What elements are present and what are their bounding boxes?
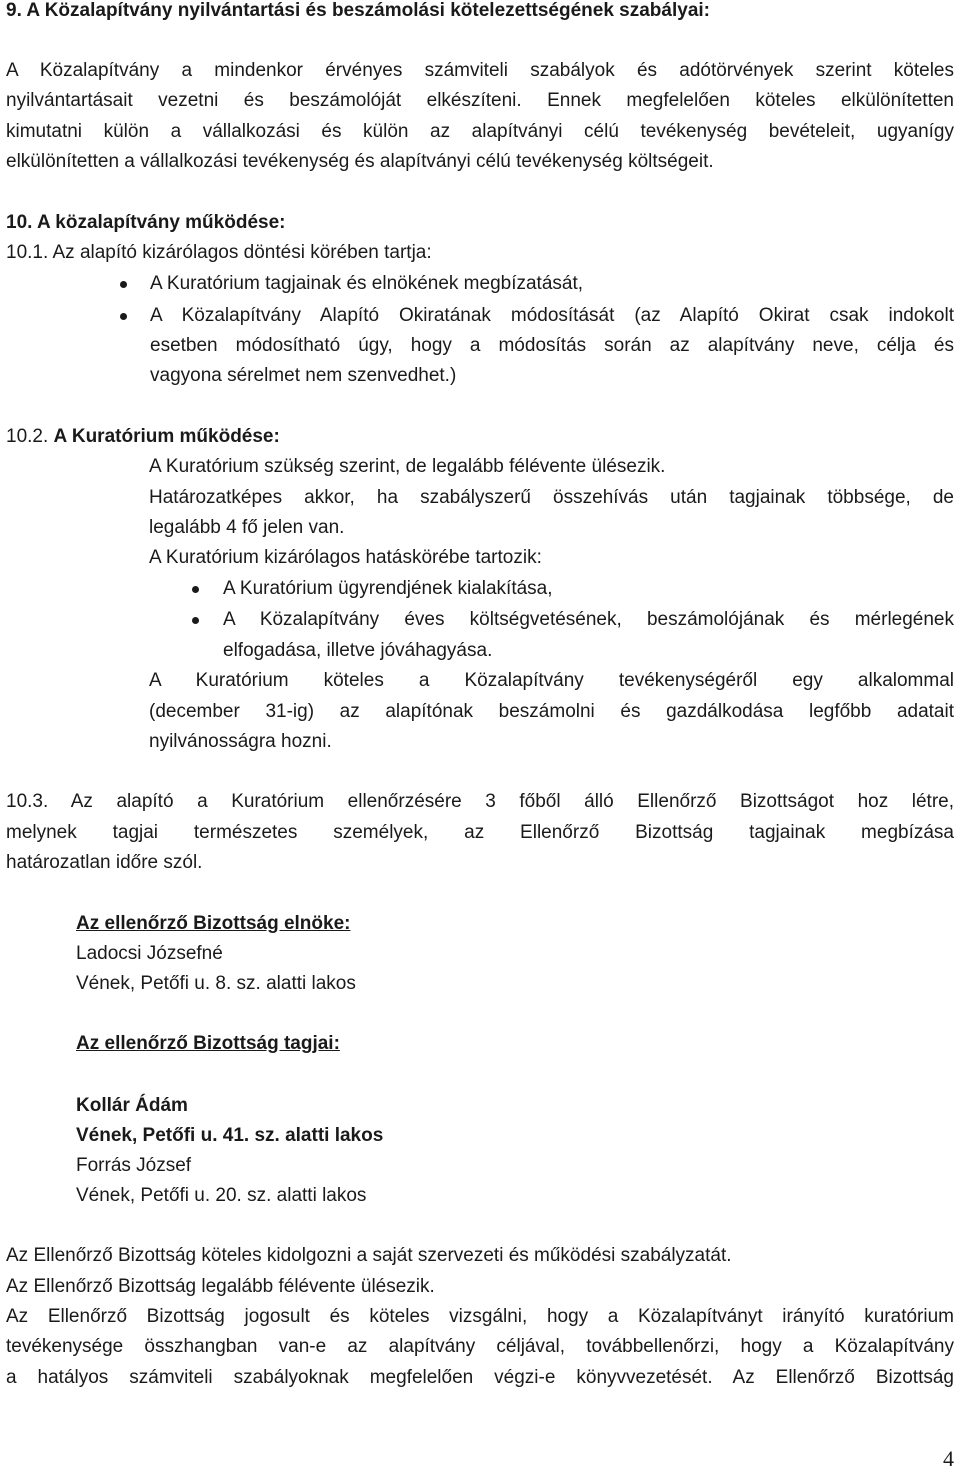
closing-line: Az Ellenőrző Bizottság jogosult és köteles vizsgálni, hogy a Közalapítványt irányító kuratórium bbox=[6, 1306, 954, 1327]
chair-name: Ladocsi Józsefné bbox=[76, 943, 223, 964]
section-9-line: A Közalapítvány a mindenkor érvényes számviteli szabályok és adótörvények szerint köteles bbox=[6, 60, 954, 81]
bullet-item: A Kuratórium tagjainak és elnökének megbízatását, bbox=[150, 273, 584, 294]
bullet-item-line: esetben módosítható úgy, hogy a módosítás során az alapítvány neve, célja és bbox=[150, 335, 954, 356]
section-10-3-line: 10.3. Az alapító a Kuratórium ellenőrzésére 3 főből álló Ellenőrző Bizottságot hoz létre, bbox=[6, 791, 954, 812]
section-10-2-heading bbox=[6, 426, 280, 448]
paragraph-line: (december 31-ig) az alapítónak beszámolni és gazdálkodása legfőbb adatait bbox=[149, 701, 954, 722]
paragraph-line: A Kuratórium szükség szerint, de legalább félévente ülésezik. bbox=[149, 456, 666, 477]
section-9-heading: 9. A Közalapítvány nyilvántartási és beszámolási kötelezettségének szabályai: bbox=[6, 0, 711, 21]
paragraph-line: A Kuratórium köteles a Közalapítvány tevékenységéről egy alkalommal bbox=[149, 670, 954, 691]
section-10-1-intro: 10.1. Az alapító kizárólagos döntési körében tartja: bbox=[6, 242, 432, 263]
section-title: A Kuratórium működése: bbox=[53, 426, 280, 447]
closing-line: Az Ellenőrző Bizottság köteles kidolgozni a saját szervezeti és működési szabályzatát. bbox=[6, 1245, 732, 1266]
section-9-line: nyilvántartásait vezetni és beszámolóját elkészíteni. Ennek megfelelően köteles elkülönítetten bbox=[6, 90, 954, 111]
member-address: Vének, Petőfi u. 41. sz. alatti lakos bbox=[76, 1125, 384, 1146]
member-name: Forrás József bbox=[76, 1155, 192, 1176]
bullet-item: A Kuratórium ügyrendjének kialakítása, bbox=[223, 578, 553, 599]
members-heading: Az ellenőrző Bizottság tagjai: bbox=[76, 1033, 340, 1054]
section-9-line: elkülönítetten a vállalkozási tevékenység és alapítványi célú tevékenység költségeit. bbox=[6, 151, 714, 172]
page-number: 4 bbox=[943, 1446, 954, 1471]
bullet-icon bbox=[120, 313, 127, 320]
chair-heading: Az ellenőrző Bizottság elnöke: bbox=[76, 913, 351, 934]
section-10-heading: 10. A közalapítvány működése: bbox=[6, 212, 286, 233]
section-9-line: kimutatni külön a vállalkozási és külön az alapítványi célú tevékenység bevételeit, ugyanígy bbox=[6, 121, 954, 142]
bullet-icon bbox=[192, 586, 199, 593]
paragraph-line: legalább 4 fő jelen van. bbox=[149, 517, 345, 538]
bullet-icon bbox=[120, 281, 127, 288]
section-10-3-line: melynek tagjai természetes személyek, az Ellenőrző Bizottság tagjainak megbízása bbox=[6, 822, 954, 843]
member-address: Vének, Petőfi u. 20. sz. alatti lakos bbox=[76, 1185, 367, 1206]
chair-address: Vének, Petőfi u. 8. sz. alatti lakos bbox=[76, 973, 356, 994]
section-number: 10.2. bbox=[6, 426, 49, 447]
closing-line: tevékenysége összhangban van-e az alapítvány céljával, továbbellenőrzi, hogy a Közalapítvány bbox=[6, 1336, 954, 1357]
paragraph-line: nyilvánosságra hozni. bbox=[149, 731, 332, 752]
member-name: Kollár Ádám bbox=[76, 1095, 188, 1116]
section-10-3-line: határozatlan időre szól. bbox=[6, 852, 203, 873]
closing-line: a hatályos számviteli szabályoknak megfelelően végzi-e könyvvezetését. Az Ellenőrző Bizottság bbox=[6, 1367, 954, 1388]
bullet-item-line: A Közalapítvány éves költségvetésének, beszámolójának és mérlegének bbox=[223, 609, 954, 630]
bullet-item-line: vagyona sérelmet nem szenvedhet.) bbox=[150, 365, 457, 386]
paragraph-line: A Kuratórium kizárólagos hatáskörébe tartozik: bbox=[149, 547, 542, 568]
bullet-item-line: elfogadása, illetve jóváhagyása. bbox=[223, 640, 493, 661]
paragraph-line: Határozatképes akkor, ha szabályszerű összehívás után tagjainak többsége, de bbox=[149, 487, 954, 508]
closing-line: Az Ellenőrző Bizottság legalább félévente ülésezik. bbox=[6, 1276, 435, 1297]
bullet-item-line: A Közalapítvány Alapító Okiratának módosítását (az Alapító Okirat csak indokolt bbox=[150, 305, 954, 326]
bullet-icon bbox=[192, 617, 199, 624]
